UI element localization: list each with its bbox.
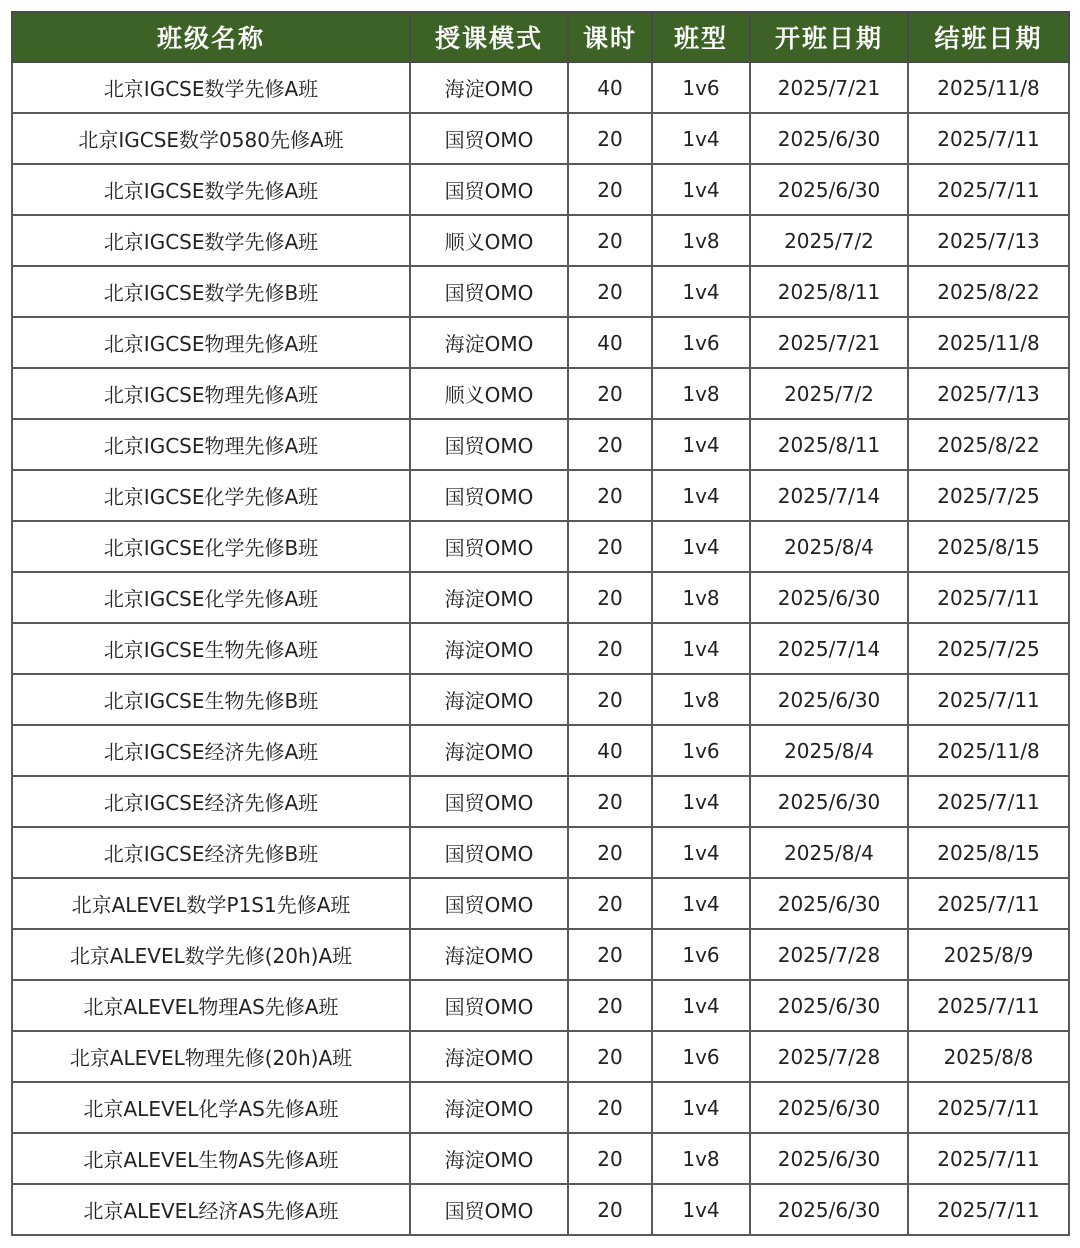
- teaching-mode-cell: 国贸OMO: [410, 878, 568, 929]
- class-name-cell: 北京IGCSE经济先修A班: [12, 725, 410, 776]
- class-hours-cell: 40: [568, 725, 652, 776]
- class-type-cell: 1v4: [652, 827, 750, 878]
- class-name-cell: 北京IGCSE化学先修A班: [12, 572, 410, 623]
- class-hours-cell: 20: [568, 1133, 652, 1184]
- start-date-cell: 2025/8/4: [750, 521, 908, 572]
- class-type-cell: 1v8: [652, 215, 750, 266]
- class-hours-cell: 20: [568, 623, 652, 674]
- course-schedule-table-wrapper: [11, 11, 1068, 1236]
- class-hours-cell: 20: [568, 674, 652, 725]
- class-hours-cell: 20: [568, 470, 652, 521]
- class-name-cell: 北京ALEVEL数学P1S1先修A班: [12, 878, 410, 929]
- start-date-cell: 2025/6/30: [750, 776, 908, 827]
- class-name-cell: 北京IGCSE数学0580先修A班: [12, 113, 410, 164]
- class-name-cell: 北京IGCSE数学先修A班: [12, 62, 410, 113]
- teaching-mode-cell: 国贸OMO: [410, 164, 568, 215]
- end-date-cell: 2025/7/11: [908, 572, 1069, 623]
- start-date-cell: 2025/6/30: [750, 1184, 908, 1235]
- table-row: [12, 980, 1069, 1031]
- table-row: [12, 266, 1069, 317]
- start-date-cell: 2025/6/30: [750, 113, 908, 164]
- teaching-mode-cell: 海淀OMO: [410, 1082, 568, 1133]
- class-hours-cell: 20: [568, 980, 652, 1031]
- class-type-cell: 1v6: [652, 725, 750, 776]
- start-date-cell: 2025/6/30: [750, 878, 908, 929]
- teaching-mode-cell: 海淀OMO: [410, 317, 568, 368]
- class-name-cell: 北京IGCSE数学先修A班: [12, 215, 410, 266]
- class-type-cell: 1v4: [652, 521, 750, 572]
- table-row: [12, 521, 1069, 572]
- class-type-cell: 1v8: [652, 368, 750, 419]
- class-type-cell: 1v4: [652, 623, 750, 674]
- end-date-cell: 2025/7/13: [908, 368, 1069, 419]
- class-hours-cell: 20: [568, 827, 652, 878]
- teaching-mode-cell: 海淀OMO: [410, 929, 568, 980]
- table-row: [12, 368, 1069, 419]
- table-body: [12, 62, 1069, 1235]
- class-type-cell: 1v8: [652, 572, 750, 623]
- class-type-cell: 1v6: [652, 62, 750, 113]
- end-date-cell: 2025/8/15: [908, 521, 1069, 572]
- start-date-cell: 2025/7/2: [750, 215, 908, 266]
- class-type-cell: 1v6: [652, 317, 750, 368]
- table-row: [12, 62, 1069, 113]
- start-date-cell: 2025/6/30: [750, 1133, 908, 1184]
- teaching-mode-cell: 海淀OMO: [410, 674, 568, 725]
- end-date-cell: 2025/8/8: [908, 1031, 1069, 1082]
- header-class-hours: 课时: [568, 12, 652, 62]
- teaching-mode-cell: 海淀OMO: [410, 1133, 568, 1184]
- end-date-cell: 2025/11/8: [908, 62, 1069, 113]
- class-name-cell: 北京IGCSE物理先修A班: [12, 317, 410, 368]
- class-type-cell: 1v4: [652, 164, 750, 215]
- class-name-cell: 北京IGCSE生物先修B班: [12, 674, 410, 725]
- class-name-cell: 北京IGCSE经济先修A班: [12, 776, 410, 827]
- start-date-cell: 2025/7/28: [750, 1031, 908, 1082]
- class-hours-cell: 20: [568, 929, 652, 980]
- table-row: [12, 776, 1069, 827]
- table-row: [12, 470, 1069, 521]
- class-type-cell: 1v8: [652, 1133, 750, 1184]
- start-date-cell: 2025/7/14: [750, 623, 908, 674]
- class-type-cell: 1v8: [652, 674, 750, 725]
- class-name-cell: 北京ALEVEL物理AS先修A班: [12, 980, 410, 1031]
- table-row: [12, 215, 1069, 266]
- end-date-cell: 2025/8/9: [908, 929, 1069, 980]
- class-hours-cell: 20: [568, 113, 652, 164]
- header-class-name: 班级名称: [12, 12, 410, 62]
- end-date-cell: 2025/7/11: [908, 1133, 1069, 1184]
- class-name-cell: 北京IGCSE经济先修B班: [12, 827, 410, 878]
- teaching-mode-cell: 海淀OMO: [410, 725, 568, 776]
- class-name-cell: 北京IGCSE物理先修A班: [12, 419, 410, 470]
- header-class-type: 班型: [652, 12, 750, 62]
- class-type-cell: 1v4: [652, 878, 750, 929]
- table-row: [12, 725, 1069, 776]
- start-date-cell: 2025/6/30: [750, 164, 908, 215]
- end-date-cell: 2025/7/11: [908, 1082, 1069, 1133]
- class-type-cell: 1v6: [652, 1031, 750, 1082]
- header-row: [12, 12, 1069, 62]
- table-row: [12, 674, 1069, 725]
- class-type-cell: 1v4: [652, 1184, 750, 1235]
- class-hours-cell: 40: [568, 62, 652, 113]
- start-date-cell: 2025/7/2: [750, 368, 908, 419]
- teaching-mode-cell: 国贸OMO: [410, 980, 568, 1031]
- teaching-mode-cell: 国贸OMO: [410, 776, 568, 827]
- class-name-cell: 北京ALEVEL经济AS先修A班: [12, 1184, 410, 1235]
- class-name-cell: 北京ALEVEL生物AS先修A班: [12, 1133, 410, 1184]
- end-date-cell: 2025/7/11: [908, 113, 1069, 164]
- end-date-cell: 2025/8/15: [908, 827, 1069, 878]
- table-header: [12, 12, 1069, 62]
- class-name-cell: 北京ALEVEL物理先修(20h)A班: [12, 1031, 410, 1082]
- class-name-cell: 北京IGCSE数学先修A班: [12, 164, 410, 215]
- start-date-cell: 2025/8/11: [750, 419, 908, 470]
- start-date-cell: 2025/8/11: [750, 266, 908, 317]
- teaching-mode-cell: 国贸OMO: [410, 470, 568, 521]
- class-name-cell: 北京IGCSE化学先修B班: [12, 521, 410, 572]
- teaching-mode-cell: 海淀OMO: [410, 623, 568, 674]
- start-date-cell: 2025/7/28: [750, 929, 908, 980]
- class-name-cell: 北京IGCSE物理先修A班: [12, 368, 410, 419]
- table-row: [12, 878, 1069, 929]
- class-type-cell: 1v4: [652, 1082, 750, 1133]
- class-type-cell: 1v4: [652, 980, 750, 1031]
- class-type-cell: 1v6: [652, 929, 750, 980]
- start-date-cell: 2025/7/21: [750, 62, 908, 113]
- class-type-cell: 1v4: [652, 470, 750, 521]
- class-hours-cell: 40: [568, 317, 652, 368]
- table-row: [12, 419, 1069, 470]
- end-date-cell: 2025/7/11: [908, 1184, 1069, 1235]
- table-row: [12, 572, 1069, 623]
- teaching-mode-cell: 海淀OMO: [410, 572, 568, 623]
- class-hours-cell: 20: [568, 776, 652, 827]
- class-name-cell: 北京IGCSE生物先修A班: [12, 623, 410, 674]
- teaching-mode-cell: 海淀OMO: [410, 62, 568, 113]
- teaching-mode-cell: 国贸OMO: [410, 419, 568, 470]
- start-date-cell: 2025/8/4: [750, 725, 908, 776]
- end-date-cell: 2025/7/11: [908, 674, 1069, 725]
- start-date-cell: 2025/7/21: [750, 317, 908, 368]
- teaching-mode-cell: 海淀OMO: [410, 1031, 568, 1082]
- teaching-mode-cell: 顺义OMO: [410, 368, 568, 419]
- class-hours-cell: 20: [568, 215, 652, 266]
- end-date-cell: 2025/8/22: [908, 419, 1069, 470]
- table-row: [12, 164, 1069, 215]
- end-date-cell: 2025/7/25: [908, 623, 1069, 674]
- end-date-cell: 2025/11/8: [908, 317, 1069, 368]
- class-hours-cell: 20: [568, 164, 652, 215]
- table-row: [12, 1031, 1069, 1082]
- end-date-cell: 2025/8/22: [908, 266, 1069, 317]
- start-date-cell: 2025/6/30: [750, 572, 908, 623]
- class-hours-cell: 20: [568, 419, 652, 470]
- teaching-mode-cell: 国贸OMO: [410, 113, 568, 164]
- class-hours-cell: 20: [568, 368, 652, 419]
- class-hours-cell: 20: [568, 878, 652, 929]
- teaching-mode-cell: 顺义OMO: [410, 215, 568, 266]
- start-date-cell: 2025/6/30: [750, 980, 908, 1031]
- header-end-date: 结班日期: [908, 12, 1069, 62]
- header-teaching-mode: 授课模式: [410, 12, 568, 62]
- table-row: [12, 1082, 1069, 1133]
- class-hours-cell: 20: [568, 1082, 652, 1133]
- class-name-cell: 北京ALEVEL数学先修(20h)A班: [12, 929, 410, 980]
- start-date-cell: 2025/6/30: [750, 1082, 908, 1133]
- class-name-cell: 北京IGCSE化学先修A班: [12, 470, 410, 521]
- header-start-date: 开班日期: [750, 12, 908, 62]
- teaching-mode-cell: 国贸OMO: [410, 827, 568, 878]
- table-row: [12, 827, 1069, 878]
- class-name-cell: 北京ALEVEL化学AS先修A班: [12, 1082, 410, 1133]
- table-row: [12, 1184, 1069, 1235]
- class-type-cell: 1v4: [652, 776, 750, 827]
- end-date-cell: 2025/7/11: [908, 980, 1069, 1031]
- class-type-cell: 1v4: [652, 266, 750, 317]
- class-hours-cell: 20: [568, 266, 652, 317]
- end-date-cell: 2025/7/25: [908, 470, 1069, 521]
- end-date-cell: 2025/11/8: [908, 725, 1069, 776]
- end-date-cell: 2025/7/13: [908, 215, 1069, 266]
- end-date-cell: 2025/7/11: [908, 164, 1069, 215]
- table-row: [12, 1133, 1069, 1184]
- table-row: [12, 113, 1069, 164]
- class-hours-cell: 20: [568, 1184, 652, 1235]
- start-date-cell: 2025/7/14: [750, 470, 908, 521]
- class-name-cell: 北京IGCSE数学先修B班: [12, 266, 410, 317]
- teaching-mode-cell: 国贸OMO: [410, 266, 568, 317]
- table-row: [12, 317, 1069, 368]
- course-schedule-table: [11, 11, 1070, 1236]
- class-type-cell: 1v4: [652, 113, 750, 164]
- teaching-mode-cell: 国贸OMO: [410, 521, 568, 572]
- table-row: [12, 623, 1069, 674]
- class-hours-cell: 20: [568, 521, 652, 572]
- start-date-cell: 2025/8/4: [750, 827, 908, 878]
- class-hours-cell: 20: [568, 1031, 652, 1082]
- class-hours-cell: 20: [568, 572, 652, 623]
- teaching-mode-cell: 国贸OMO: [410, 1184, 568, 1235]
- class-type-cell: 1v4: [652, 419, 750, 470]
- table-row: [12, 929, 1069, 980]
- start-date-cell: 2025/6/30: [750, 674, 908, 725]
- end-date-cell: 2025/7/11: [908, 878, 1069, 929]
- end-date-cell: 2025/7/11: [908, 776, 1069, 827]
